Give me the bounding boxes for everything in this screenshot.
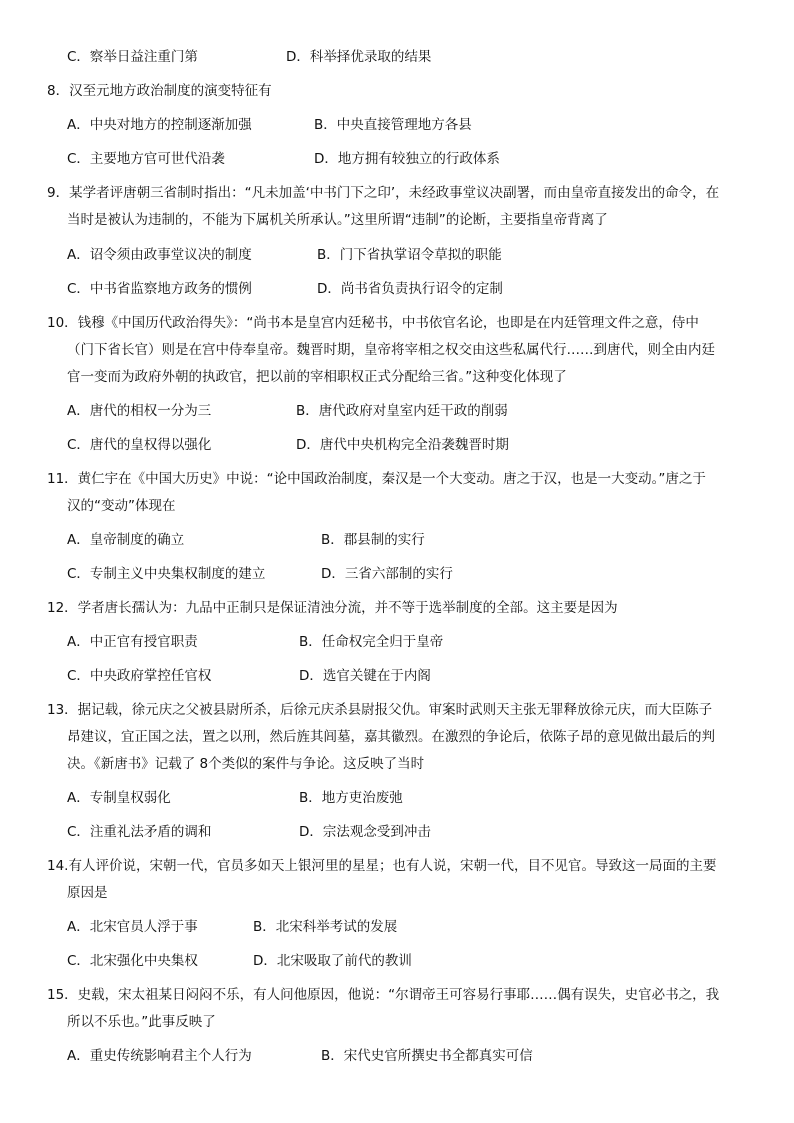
answer-option: A．唐代的相权一分为三 — [67, 403, 212, 419]
answer-option: C．主要地方官可世代沿袭 — [67, 151, 225, 167]
question-text: 原因是 — [67, 885, 108, 901]
answer-option: B．北宋科举考试的发展 — [253, 919, 398, 935]
answer-option: B．任命权完全归于皇帝 — [299, 634, 444, 650]
answer-option: D．选官关键在于内阁 — [299, 668, 431, 684]
answer-option: C．察举日益注重门第 — [67, 49, 198, 65]
question-text: 昂建议，宜正国之法，置之以刑，然后旌其闾墓，嘉其徽烈。在激烈的争论后，依陈子昂的意见做出最后的判 — [67, 729, 715, 745]
answer-option: B．唐代政府对皇室内廷干政的削弱 — [296, 403, 508, 419]
answer-option: A．专制皇权弱化 — [67, 790, 171, 806]
answer-option: D．科举择优录取的结果 — [286, 49, 432, 65]
question-text: 15．史载，宋太祖某日闷闷不乐，有人问他原因，他说：“尔谓帝王可容易行事耶……偶有误失，史官必书之，我 — [47, 987, 720, 1003]
question-text: 官一变而为政府外朝的执政官，把以前的宰相职权正式分配给三省。”这种变化体现了 — [67, 369, 567, 385]
question-text: 12．学者唐长孺认为：九品中正制只是保证清浊分流，并不等于选举制度的全部。这主要是因为 — [47, 600, 618, 616]
answer-option: B．宋代史官所撰史书全都真实可信 — [321, 1048, 533, 1064]
question-text: 9．某学者评唐朝三省制时指出：“凡未加盖‘中书门下之印’，未经政事堂议决副署，而由皇帝直接发出的命令，在 — [47, 185, 720, 201]
question-text: （门下省长官）则是在宫中侍奉皇帝。魏晋时期，皇帝将宰相之权交由这些私属代行……到唐代，则全由内廷 — [67, 342, 715, 358]
question-text: 决。《新唐书》记载了 8个类似的案件与争论。这反映了当时 — [67, 756, 425, 772]
question-text: 汉的“变动”体现在 — [67, 498, 176, 514]
answer-option: C．注重礼法矛盾的调和 — [67, 824, 212, 840]
answer-option: D．三省六部制的实行 — [321, 566, 453, 582]
answer-option: C．唐代的皇权得以强化 — [67, 437, 212, 453]
answer-option: A．诏令须由政事堂议决的制度 — [67, 247, 252, 263]
answer-option: D．宗法观念受到冲击 — [299, 824, 431, 840]
answer-option: D．尚书省负责执行诏令的定制 — [317, 281, 503, 297]
question-text: 所以不乐也。”此事反映了 — [67, 1014, 216, 1030]
answer-option: C．中书省监察地方政务的惯例 — [67, 281, 252, 297]
question-text: 8．汉至元地方政治制度的演变特征有 — [47, 83, 272, 99]
answer-option: D．地方拥有较独立的行政体系 — [314, 151, 500, 167]
answer-option: A．中央对地方的控制逐渐加强 — [67, 117, 252, 133]
answer-option: C．北宋强化中央集权 — [67, 953, 198, 969]
answer-option: B．中央直接管理地方各县 — [314, 117, 472, 133]
answer-option: A．皇帝制度的确立 — [67, 532, 185, 548]
answer-option: B．地方吏治废弛 — [299, 790, 403, 806]
question-text: 当时是被认为违制的，不能为下属机关所承认。”这里所谓“违制”的论断，主要指皇帝背离了 — [67, 212, 608, 228]
answer-option: A．北宋官员人浮于事 — [67, 919, 198, 935]
answer-option: A．中正官有授官职责 — [67, 634, 198, 650]
answer-option: B．郡县制的实行 — [321, 532, 425, 548]
answer-option: B．门下省执掌诏令草拟的职能 — [317, 247, 502, 263]
answer-option: A．重史传统影响君主个人行为 — [67, 1048, 252, 1064]
question-text: 13．据记载，徐元庆之父被县尉所杀，后徐元庆杀县尉报父仇。审案时武则天主张无罪释放徐元庆，而大臣陈子 — [47, 702, 713, 718]
question-text: 11．黄仁宇在《中国大历史》中说：“论中国政治制度，秦汉是一个大变动。唐之于汉，也是一大变动。”唐之于 — [47, 471, 706, 487]
answer-option: D．北宋吸取了前代的教训 — [253, 953, 412, 969]
question-text: 10．钱穆《中国历代政治得失》：“尚书本是皇宫内廷秘书，中书依官名论，也即是在内廷管理文件之意，侍中 — [47, 315, 699, 331]
answer-option: C．中央政府掌控任官权 — [67, 668, 212, 684]
answer-option: D．唐代中央机构完全沿袭魏晋时期 — [296, 437, 509, 453]
answer-option: C．专制主义中央集权制度的建立 — [67, 566, 266, 582]
question-text: 14.有人评价说，宋朝一代，官员多如天上银河里的星星；也有人说，宋朝一代，目不见官。导致这一局面的主要 — [47, 858, 717, 874]
